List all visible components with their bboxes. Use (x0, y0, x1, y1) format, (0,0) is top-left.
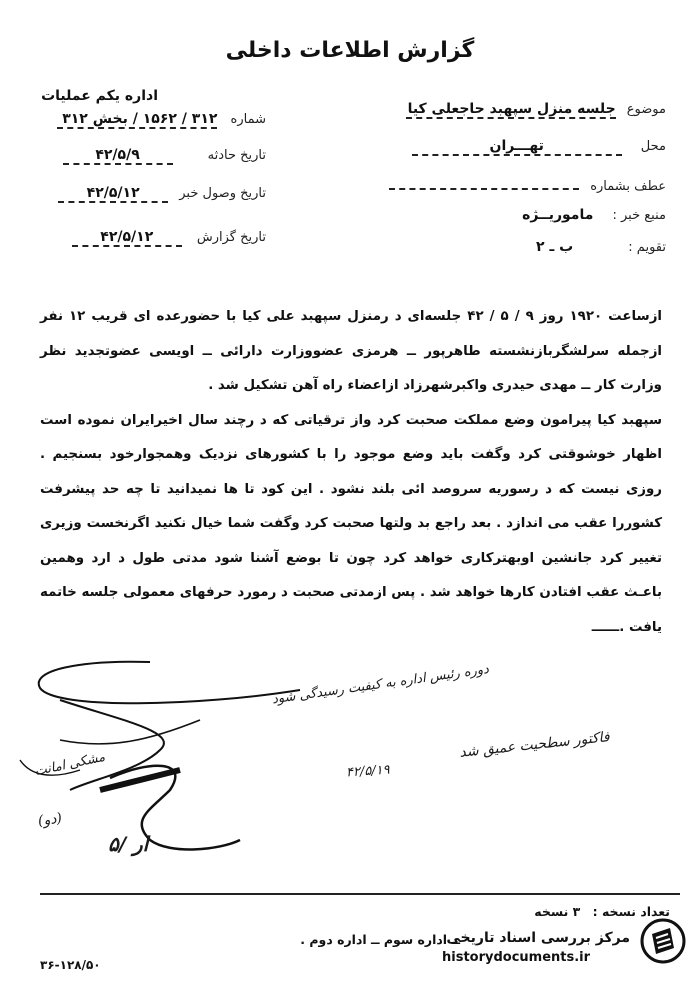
document-archive-logo-icon (640, 918, 686, 964)
field-source (366, 204, 666, 223)
field-report-date (38, 226, 266, 247)
report-body (40, 300, 662, 645)
field-label: منبع خبر : (612, 208, 666, 223)
body-paragraph: ازساعت ۱۹۲۰ روز ۹ / ۵ / ۴۲ جلسه‌ای د رمنزل سپهبد علی کیا با حضورعده ای قریب ۱۲ نفر ازجمله سرلشگربازنشسته طاهرپور ــ هرمزی عضووزارت دارائی ــ اویسی عضوتجدید نظر وزارت کار ــ مهدی حیدری واکبرشهرزاد ازاعضاء راه آهن تشکیل شد . (40, 309, 662, 393)
field-receipt-date (38, 182, 266, 203)
field-value: ۴۲/۵/۹ (63, 147, 173, 165)
annotation-note: فاکتور سطحیت عمیق شد (458, 729, 611, 761)
field-value: ۴۲/۵/۱۲ (58, 185, 168, 203)
footer-divider (40, 893, 680, 895)
field-calendar (366, 236, 666, 255)
annotation-note: ۵/ ار (108, 832, 149, 856)
watermark-url: historydocuments.ir (442, 950, 591, 965)
document-code: ۳۶-۱۲۸/۵۰ (40, 958, 101, 972)
copies-line (470, 904, 670, 919)
field-subject (366, 98, 666, 119)
field-value: ب ـ ۲ (536, 239, 574, 255)
body-paragraph: سپهبد کیا پیرامون وضع مملکت صحبت کرد واز ترقیاتی که د رچند سال اخیرایران نموده است اظهار خوشوقتی کرد وگفت باید وضع موجود را با کشورهای نزدیک وهمجوارخود بسنجیم . روزی نیست که د رسوریه سروصد ائی بلند نشود . این کود تا ها نمیدانید تا چه حد پیشرفت کشوررا عقب می اندازد . بعد راجع بد ولتها صحبت کرد وگفت شما خیال نکنید اگرنخست وزیری تغییر کرد جانشین اوبهترکاری خواهد کرد چون تا بوضع آشنا شود مدتی طول د ارد وهمین باعـث عقب افتادن کارها خواهد شد . پس ازمدتی صحبت د رمورد حرفهای معمولی جلسه خاتمه یافت .ــــــ (40, 412, 662, 635)
field-value: جلسه منزل سپهبد حاجعلی کیا (407, 101, 616, 117)
annotation-note: (دو) (37, 810, 63, 830)
page-title: گزارش اطلاعات داخلی (225, 38, 475, 63)
field-value: ۳۱۲ / ۱۵۶۲ / بخش ۳۱۲ (57, 111, 217, 129)
field-label: تاریخ گزارش (196, 230, 266, 245)
field-label: تاریخ حادثه (207, 148, 266, 163)
watermark-name: مرکز بررسی اسناد تاریخی (446, 930, 630, 946)
annotation-note: دوره رئیس اداره به کیفیت رسیدگی شود (271, 661, 490, 708)
field-label: شماره (230, 112, 266, 127)
field-label: تاریخ وصول خبر (179, 186, 266, 201)
field-value: تهـــران (412, 138, 622, 156)
field-label: محل (640, 139, 666, 154)
field-value: ماموریــژه (522, 207, 594, 223)
field-reference (366, 172, 666, 194)
field-label: عطف بشماره (590, 179, 666, 194)
field-label: تقویم : (628, 240, 666, 255)
field-event-date (38, 144, 266, 165)
annotation-date: ۴۲/۵/۱۹ (345, 762, 391, 781)
field-place (366, 135, 666, 156)
copies-label: تعداد نسخه : (592, 904, 670, 919)
recipients-line: ــ اداره سوم ــ اداره دوم . (300, 932, 460, 947)
office-name: اداره یکم عملیات (41, 88, 158, 104)
field-number (38, 108, 266, 129)
field-label: موضوع (626, 102, 666, 117)
field-value: ۴۲/۵/۱۲ (72, 229, 182, 247)
field-value (389, 172, 579, 190)
copies-value: ۳ نسخه (534, 904, 581, 919)
annotation-note: مشکی امانت (33, 749, 107, 780)
